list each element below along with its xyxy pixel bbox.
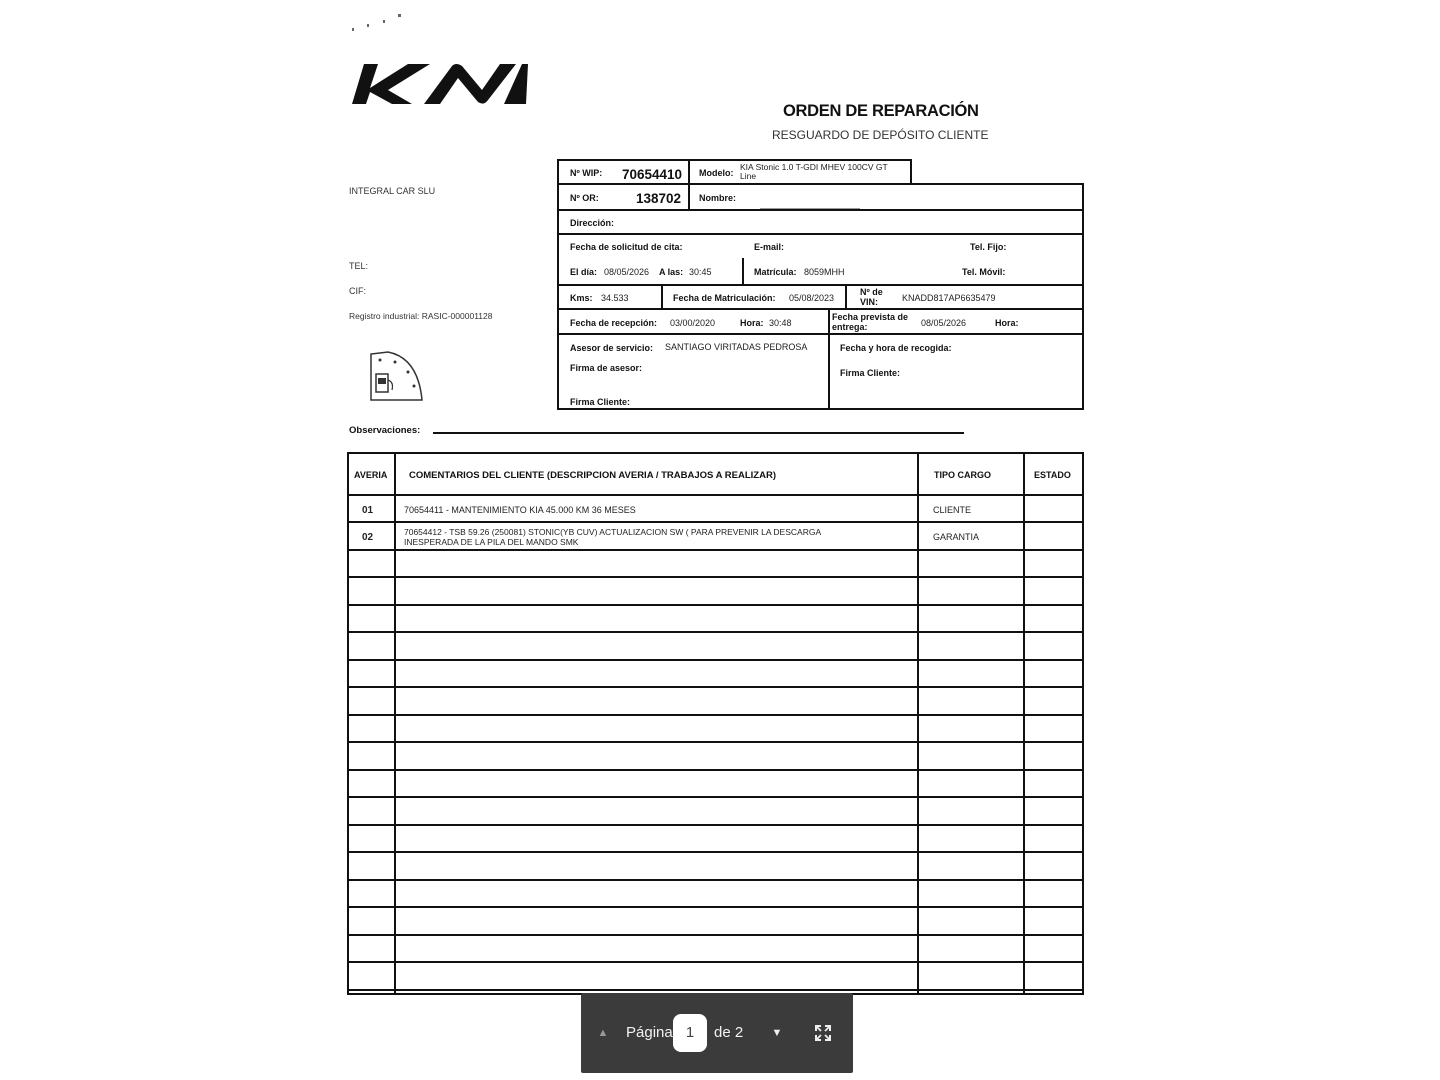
hora2-label: Hora: [995, 318, 1019, 328]
table-header-tipo-cargo: TIPO CARGO [934, 470, 992, 480]
kms-label: Kms: [570, 293, 593, 303]
table-row-divider [347, 714, 1084, 716]
dia-label: El día: [570, 267, 598, 277]
a-las-value: 30:45 [689, 267, 712, 277]
fecha-recepcion-label: Fecha de recepción: [570, 318, 658, 328]
asesor-value: SANTIAGO VIRITADAS PEDROSA [665, 342, 808, 352]
dia-value: 08/05/2026 [604, 267, 650, 277]
table-row-averia: 01 [362, 505, 374, 516]
tel-movil-label: Tel. Móvil: [962, 267, 1006, 277]
dealer-tel-label: TEL: [349, 261, 369, 271]
nombre-redacted-line [760, 208, 860, 209]
table-row-divider [347, 851, 1084, 853]
table-row-comentario: 70654411 - MANTENIMIENTO KIA 45.000 KM 36 MESES [404, 505, 636, 515]
vin-value: KNADD817AP6635479 [902, 293, 996, 303]
fullscreen-icon[interactable] [811, 1023, 835, 1047]
table-row-divider [347, 796, 1084, 798]
wip-label: Nº WIP: [570, 168, 603, 178]
matricula-label: Matrícula: [754, 267, 797, 277]
table-row-divider [347, 576, 1084, 578]
table-row-divider [347, 604, 1084, 606]
table-row-divider [347, 741, 1084, 743]
table-row-divider [347, 659, 1084, 661]
firma-cliente2-label: Firma Cliente: [840, 368, 901, 378]
tel-fijo-label: Tel. Fijo: [970, 242, 1007, 252]
table-row-averia: 02 [362, 532, 374, 543]
table-row-tipo: CLIENTE [933, 505, 972, 515]
table-row-comentario-line2: INESPERADA DE LA PILA DEL MANDO SMK [404, 537, 579, 547]
table-row-divider [347, 824, 1084, 826]
or-value: 138702 [636, 191, 682, 206]
firma-cliente-label: Firma Cliente: [570, 397, 631, 407]
or-label: Nº OR: [570, 193, 599, 203]
modelo-label: Modelo: [699, 168, 734, 178]
document-title: ORDEN DE REPARACIÓN [783, 102, 979, 120]
document-subtitle: RESGUARDO DE DEPÓSITO CLIENTE [772, 128, 989, 142]
table-row-divider [347, 961, 1084, 963]
table-row-divider [347, 494, 1084, 496]
table-row-divider [347, 879, 1084, 881]
fecha-matric-label: Fecha de Matriculación: [673, 293, 776, 303]
table-row-divider [347, 631, 1084, 633]
fecha-prevista-label: Fecha prevista de entrega: [832, 312, 909, 332]
table-row-divider [347, 989, 1084, 991]
table-row-divider [347, 769, 1084, 771]
matricula-value: 8059MHH [804, 267, 845, 277]
table-row-divider [347, 549, 1084, 551]
dealer-name: INTEGRAL CAR SLU [349, 186, 436, 196]
table-row-tipo: GARANTIA [933, 532, 980, 542]
kms-value: 34.533 [601, 293, 629, 303]
prev-page-button[interactable]: ▲ [597, 1027, 609, 1039]
fuel-gauge-icon [368, 350, 424, 402]
observaciones-line [433, 432, 964, 434]
page-number-input[interactable]: 1 [673, 1014, 707, 1052]
table-row-divider [347, 906, 1084, 908]
table-row-divider [347, 521, 1084, 523]
scan-artifact [350, 12, 410, 34]
vin-label: Nº de VIN: [860, 287, 883, 307]
modelo-value: KIA Stonic 1.0 T-GDI MHEV 100CV GT Line [740, 162, 888, 181]
table-header-averia: AVERIA [354, 470, 388, 480]
table-header-estado: ESTADO [1034, 470, 1071, 480]
fecha-recogida-label: Fecha y hora de recogida: [840, 343, 952, 353]
kia-logo [350, 62, 530, 106]
dealer-registry: Registro industrial: RASIC-000001128 [349, 311, 493, 321]
asesor-label: Asesor de servicio: [570, 343, 654, 353]
table-row-comentario: 70654412 - TSB 59.26 (250081) STONIC(YB CUV) ACTUALIZACION SW ( PARA PREVENIR LA DESCARGA [404, 527, 822, 537]
fecha-recepcion-value: 03/00/2020 [670, 318, 716, 328]
observaciones-label: Observaciones: [349, 425, 421, 436]
dealer-cif-label: CIF: [349, 286, 366, 296]
next-page-button[interactable]: ▼ [771, 1027, 783, 1039]
table-header-comentarios: COMENTARIOS DEL CLIENTE (DESCRIPCION AVERIA / TRABAJOS A REALIZAR) [409, 470, 776, 481]
fecha-matric-value: 05/08/2023 [789, 293, 835, 303]
a-las-label: A las: [659, 267, 684, 277]
hora-value: 30:48 [769, 318, 792, 328]
pdf-page-toolbar [581, 993, 853, 1073]
fecha-cita-label: Fecha de solicitud de cita: [570, 242, 683, 252]
wip-value: 70654410 [622, 167, 683, 182]
table-row-divider [347, 686, 1084, 688]
firma-asesor-label: Firma de asesor: [570, 363, 643, 373]
email-label: E-mail: [754, 242, 785, 252]
direccion-label: Dirección: [570, 218, 615, 228]
table-row-divider [347, 934, 1084, 936]
hora-label: Hora: [740, 318, 764, 328]
nombre-label: Nombre: [699, 193, 737, 203]
page-label: Página [626, 1024, 673, 1041]
page-total: de 2 [714, 1024, 744, 1041]
fecha-prevista-value: 08/05/2026 [921, 318, 967, 328]
